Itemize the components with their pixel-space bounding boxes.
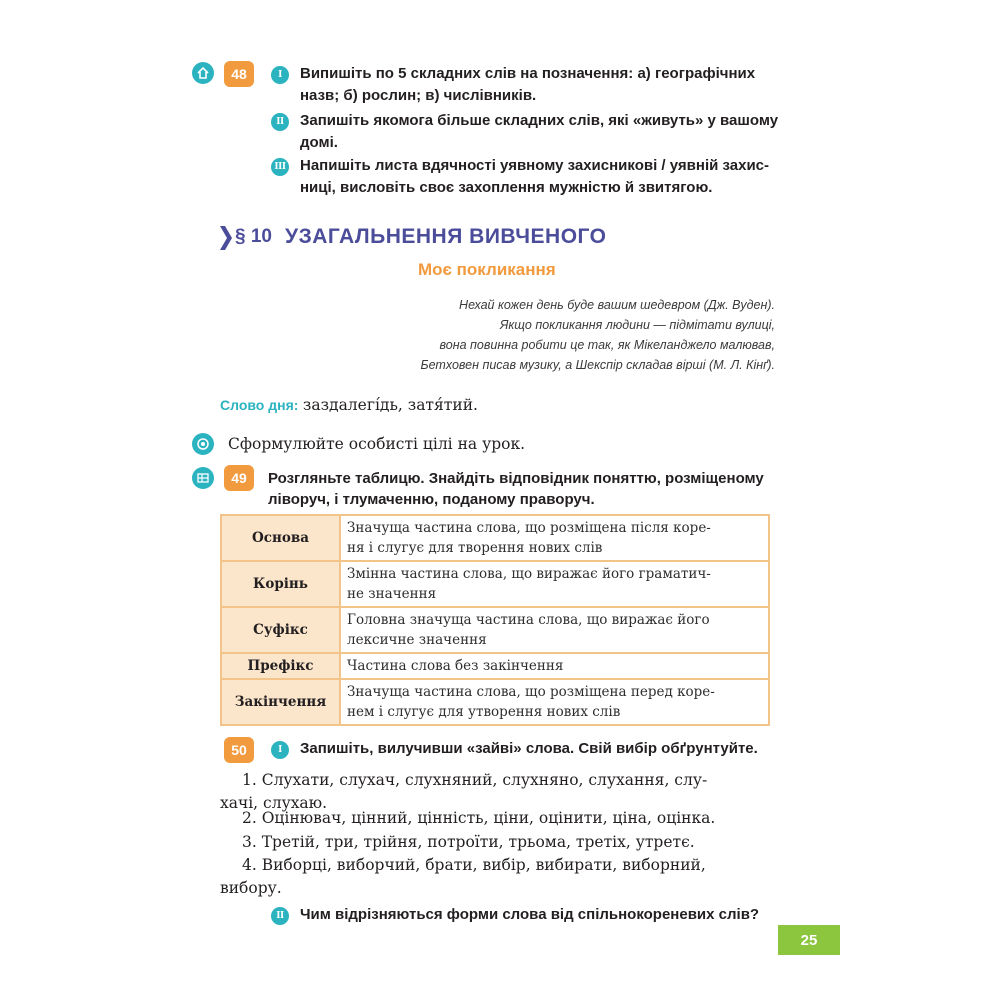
level-two-icon: II xyxy=(271,113,289,131)
section-number: § 10 xyxy=(235,226,272,247)
ex50-item: хачі, слухаю. xyxy=(220,794,328,812)
ex50-item: 3. Третій, три, трійня, потроїти, трьома, третіх, утретє. xyxy=(242,833,695,851)
ex50-item: вибору. xyxy=(220,879,282,897)
definition-line: Змінна частина слова, що виражає його граматич- xyxy=(347,566,711,582)
word-of-day xyxy=(220,396,478,415)
definitions-table xyxy=(220,514,770,726)
epigraph-line: Бетховен писав музику, а Шекспір складав вірші (М. Л. Кінґ). xyxy=(420,358,775,372)
table-definition xyxy=(340,653,769,679)
table-icon xyxy=(192,467,214,489)
table-row xyxy=(221,561,769,607)
section-subtitle: Моє покликання xyxy=(418,260,556,279)
exercise-number-50: 50 xyxy=(224,737,254,763)
ex48-task2-line1: Запишіть якомога більше складних слів, які «живуть» у вашому xyxy=(300,112,779,129)
ex50-task1: Запишіть, вилучивши «зайві» слова. Свій вибір обґрунтуйте. xyxy=(300,740,758,757)
table-definition xyxy=(340,515,769,561)
level-one-icon: I xyxy=(271,66,289,84)
epigraph-line: Нехай кожен день буде вашим шедевром (Дж. Вуден). xyxy=(459,298,775,312)
level-one-icon: I xyxy=(271,741,289,759)
definition-line: нем і слугує для утворення нових слів xyxy=(347,704,621,720)
definition-line: Головна значуща частина слова, що виражає його xyxy=(347,612,710,628)
ex48-task1-line2: назв; б) рослин; в) числівників. xyxy=(300,87,537,104)
section-title: УЗАГАЛЬНЕННЯ ВИВЧЕНОГО xyxy=(285,225,607,248)
word-of-day-words: заздалегі́дь, затя́тий. xyxy=(302,396,478,414)
table-term: Основа xyxy=(221,515,340,561)
exercise-number-49: 49 xyxy=(224,465,254,491)
ex48-task2-line2: домі. xyxy=(300,134,338,151)
table-term: Префікс xyxy=(221,653,340,679)
definition-line: ня і слугує для творення нових слів xyxy=(347,540,603,556)
ex50-item: 1. Слухати, слухач, слухняний, слухняно, слухання, слу- xyxy=(242,771,708,789)
table-definition xyxy=(340,607,769,653)
table-definition xyxy=(340,679,769,725)
epigraph xyxy=(300,295,775,375)
ex50-item: 4. Виборці, виборчий, брати, вибір, вибирати, виборний, xyxy=(242,856,706,874)
ex49-task-line2: ліворуч, і тлумаченню, поданому праворуч. xyxy=(268,491,595,508)
definition-line: не значення xyxy=(347,586,437,602)
home-icon xyxy=(192,62,214,84)
table-row xyxy=(221,515,769,561)
definition-line: лексичне значення xyxy=(347,632,487,648)
table-term: Закінчення xyxy=(221,679,340,725)
ex50-task2: Чим відрізняються форми слова від спільнокореневих слів? xyxy=(300,906,760,923)
table-row xyxy=(221,653,769,679)
word-of-day-label: Слово дня xyxy=(220,397,294,413)
definition-line: Частина слова без закінчення xyxy=(347,658,564,674)
ex48-task3-line1: Напишіть листа вдячності уявному захисникові / уявній захис- xyxy=(300,157,769,174)
table-row xyxy=(221,607,769,653)
definition-line: Значуща частина слова, що розміщена після коре- xyxy=(347,520,711,536)
table-term: Суфікс xyxy=(221,607,340,653)
goals-text: Сформулюйте особисті цілі на урок. xyxy=(228,435,526,453)
page-number: 25 xyxy=(778,925,840,955)
ex48-task3-line2: ниці, висловіть своє захоплення мужністю й звитягою. xyxy=(300,179,713,196)
word-of-day-colon: : xyxy=(293,397,299,413)
epigraph-line: Якщо покликання людини — підмітати вулиці, xyxy=(499,318,775,332)
target-goal-icon xyxy=(192,433,214,455)
ex48-task1-line1: Випишіть по 5 складних слів на позначення: а) географічних xyxy=(300,65,756,82)
table-row xyxy=(221,679,769,725)
level-three-icon: III xyxy=(271,158,289,176)
table-definition xyxy=(340,561,769,607)
exercise-number-48: 48 xyxy=(224,61,254,87)
ex50-item: 2. Оцінювач, цінний, цінність, ціни, оцінити, ціна, оцінка. xyxy=(242,809,716,827)
level-two-icon: II xyxy=(271,907,289,925)
table-term: Корінь xyxy=(221,561,340,607)
epigraph-line: вона повинна робити це так, як Мікеланджело малював, xyxy=(439,338,775,352)
section-marker-icon xyxy=(220,226,232,250)
ex49-task-line1: Розгляньте таблицю. Знайдіть відповідник поняттю, розміщеному xyxy=(268,470,764,487)
definition-line: Значуща частина слова, що розміщена перед коре- xyxy=(347,684,715,700)
